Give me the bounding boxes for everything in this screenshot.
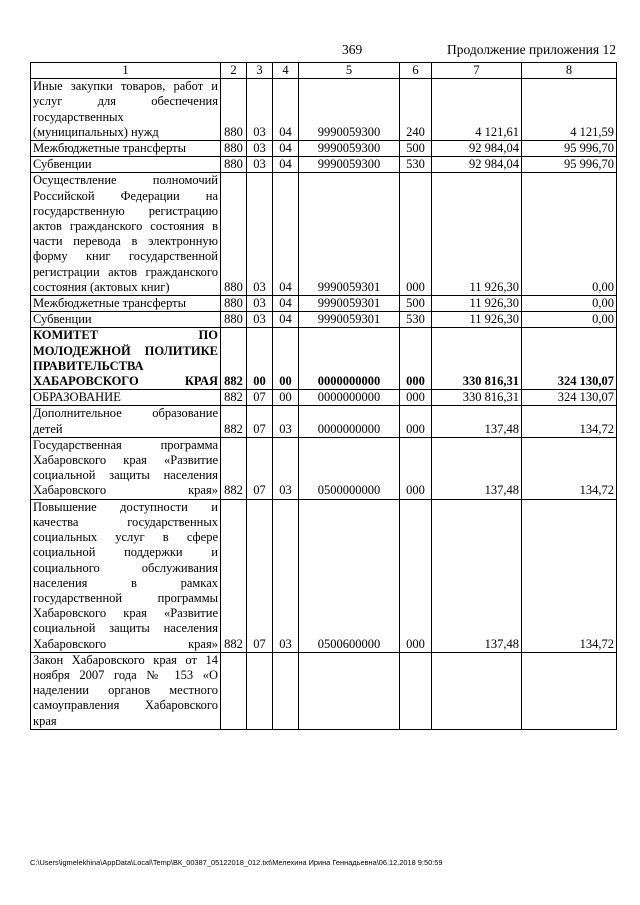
target-article-code: 0000000000 [299,406,400,437]
expense-type-code: 530 [400,157,432,173]
table-row [31,296,617,312]
table-row [31,390,617,406]
target-article-code: 9990059300 [299,79,400,141]
target-article-code: 9990059301 [299,173,400,296]
ministry-code [221,652,247,729]
table-row [31,652,617,729]
expense-type-code: 500 [400,141,432,157]
row-name: Повышение доступности и качества государственных социальных услуг в сфере социальной поддержки и социального обслуживания населения в рамках государственной программы Хабаровского края «Развитие социальной защиты населения Хабаровского края» [31,499,221,652]
expense-type-code: 000 [400,437,432,499]
subsection-code: 04 [273,79,299,141]
amount-year-2: 95 996,70 [522,141,617,157]
ministry-code: 880 [221,173,247,296]
expense-type-code [400,652,432,729]
amount-year-1: 4 121,61 [432,79,522,141]
subsection-code: 03 [273,499,299,652]
target-article-code: 0500600000 [299,499,400,652]
expense-type-code: 000 [400,499,432,652]
section-code: 03 [247,79,273,141]
amount-year-1 [432,652,522,729]
subsection-code: 04 [273,157,299,173]
row-name: ОБРАЗОВАНИЕ [31,390,221,406]
expense-type-code: 500 [400,296,432,312]
table-row [31,499,617,652]
subsection-code: 00 [273,390,299,406]
file-path-footer: C:\Users\igmelekhina\AppData\Local\Temp\ВК_00387_05122018_012.txt\Мелехина Ирина Геннадьевна\06.12.2018 9:50:59 [30,858,443,867]
expense-type-code: 530 [400,312,432,328]
subsection-code: 04 [273,173,299,296]
target-article-code: 0000000000 [299,328,400,390]
amount-year-1: 11 926,30 [432,312,522,328]
section-code: 03 [247,312,273,328]
column-number: 1 [31,63,221,79]
ministry-code: 880 [221,79,247,141]
table-row [31,141,617,157]
table-row [31,312,617,328]
column-number: 8 [522,63,617,79]
amount-year-2: 134,72 [522,437,617,499]
expense-type-code: 000 [400,406,432,437]
section-code: 03 [247,157,273,173]
row-name: Иные закупки товаров, работ и услуг для обеспечения государственных (муниципальных) нужд [31,79,221,141]
amount-year-1: 92 984,04 [432,141,522,157]
target-article-code: 9990059300 [299,157,400,173]
page-number: 369 [342,42,363,57]
ministry-code: 882 [221,437,247,499]
amount-year-2 [522,652,617,729]
table-row [31,79,617,141]
table-row [31,437,617,499]
row-name: Межбюджетные трансферты [31,141,221,157]
expense-type-code: 000 [400,328,432,390]
row-name: Закон Хабаровского края от 14 ноября 2007 года № 153 «О наделении органов местного самоуправления Хабаровского края [31,652,221,729]
section-code [247,652,273,729]
table-row [31,157,617,173]
amount-year-1: 11 926,30 [432,296,522,312]
subsection-code: 00 [273,328,299,390]
amount-year-1: 330 816,31 [432,390,522,406]
amount-year-2: 4 121,59 [522,79,617,141]
section-code: 03 [247,296,273,312]
amount-year-2: 0,00 [522,312,617,328]
expense-type-code: 000 [400,390,432,406]
row-name: Субвенции [31,157,221,173]
amount-year-2: 0,00 [522,173,617,296]
column-number-row [31,63,617,79]
amount-year-2: 324 130,07 [522,390,617,406]
subsection-code: 04 [273,141,299,157]
column-number: 7 [432,63,522,79]
row-name: Межбюджетные трансферты [31,296,221,312]
ministry-code: 882 [221,328,247,390]
ministry-code: 880 [221,141,247,157]
subsection-code: 04 [273,312,299,328]
column-number: 3 [247,63,273,79]
section-code: 07 [247,390,273,406]
section-code: 03 [247,173,273,296]
table-row [31,406,617,437]
ministry-code: 882 [221,390,247,406]
target-article-code [299,652,400,729]
ministry-code: 880 [221,312,247,328]
row-name: Дополнительное образование детей [31,406,221,437]
expense-type-code: 000 [400,173,432,296]
expense-type-code: 240 [400,79,432,141]
section-code: 07 [247,437,273,499]
ministry-code: 880 [221,296,247,312]
column-number: 6 [400,63,432,79]
amount-year-2: 0,00 [522,296,617,312]
column-number: 5 [299,63,400,79]
section-code: 00 [247,328,273,390]
row-name: Государственная программа Хабаровского края «Развитие социальной защиты населения Хабаровского края» [31,437,221,499]
subsection-code: 03 [273,406,299,437]
amount-year-2: 134,72 [522,406,617,437]
target-article-code: 0000000000 [299,390,400,406]
section-code: 07 [247,499,273,652]
row-name: Субвенции [31,312,221,328]
target-article-code: 9990059301 [299,312,400,328]
ministry-code: 882 [221,499,247,652]
subsection-code [273,652,299,729]
table-row [31,328,617,390]
budget-table [30,62,617,730]
amount-year-2: 134,72 [522,499,617,652]
target-article-code: 0500000000 [299,437,400,499]
amount-year-1: 137,48 [432,499,522,652]
target-article-code: 9990059300 [299,141,400,157]
amount-year-1: 137,48 [432,437,522,499]
amount-year-1: 11 926,30 [432,173,522,296]
amount-year-1: 330 816,31 [432,328,522,390]
amount-year-2: 324 130,07 [522,328,617,390]
table-row [31,173,617,296]
appendix-continuation: Продолжение приложения 12 [446,42,616,57]
column-number: 2 [221,63,247,79]
subsection-code: 04 [273,296,299,312]
amount-year-1: 137,48 [432,406,522,437]
section-code: 03 [247,141,273,157]
ministry-code: 882 [221,406,247,437]
row-name: КОМИТЕТ ПО МОЛОДЕЖНОЙ ПОЛИТИКЕ ПРАВИТЕЛЬСТВА ХАБАРОВСКОГО КРАЯ [31,328,221,390]
amount-year-2: 95 996,70 [522,157,617,173]
section-code: 07 [247,406,273,437]
target-article-code: 9990059301 [299,296,400,312]
row-name: Осуществление полномочий Российской Федерации на государственную регистрацию актов гражданского состояния в части перевода в электронную форму книг государственной регистрации актов гражданского состояния (актовых книг) [31,173,221,296]
amount-year-1: 92 984,04 [432,157,522,173]
column-number: 4 [273,63,299,79]
subsection-code: 03 [273,437,299,499]
ministry-code: 880 [221,157,247,173]
